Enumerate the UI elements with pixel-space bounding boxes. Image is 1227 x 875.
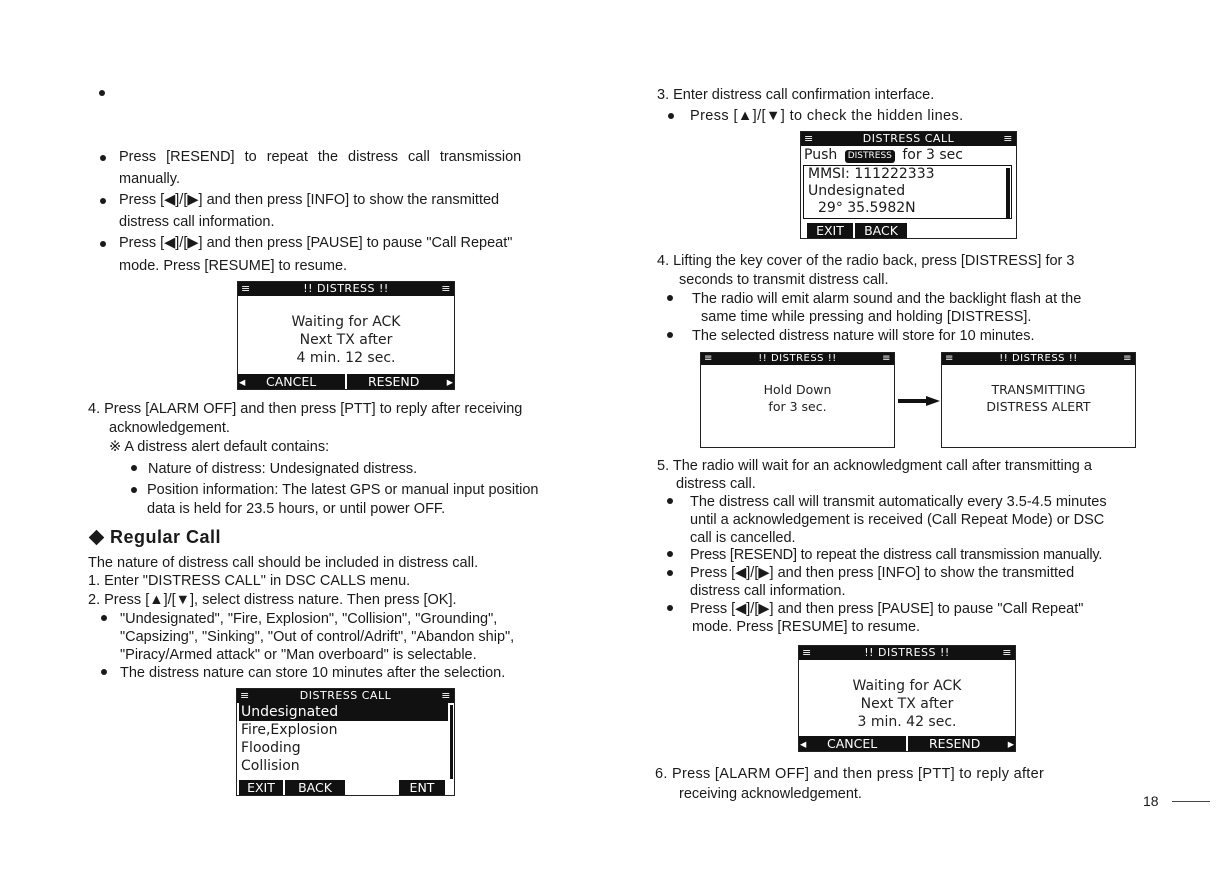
text-line: The distress call will transmit automatically every 3.5-4.5 minutes [690,494,1107,510]
lcd-header [942,353,1135,365]
lcd-header-title: !! DISTRESS !! [758,353,837,364]
for-label: for 3 sec [902,147,963,163]
stray-bullet [99,90,105,96]
text-line: Press [RESEND] to repeat the distress call transmission manually. [690,547,1103,563]
text-line: acknowledgement. [109,420,230,436]
text-line: Nature of distress: Undesignated distress. [148,461,418,477]
lcd-line: TRANSMITTING [991,382,1086,397]
lcd-header-title: !! DISTRESS !! [303,282,389,295]
text-line: 1. Enter "DISTRESS CALL" in DSC CALLS menu. [88,573,411,589]
lcd-waiting-ack [237,281,455,390]
text-line: Press [▲]/[▼] to check the hidden lines. [690,108,964,124]
text-line: call is cancelled. [690,530,796,546]
lcd-header [799,646,1015,660]
text-line: manually. [119,171,180,187]
bullet [101,615,107,621]
list-item[interactable]: Collision [241,758,300,774]
lcd-hold-down [700,352,895,448]
text-line: 4. Press [ALARM OFF] and then press [PTT] to reply after receiving [88,401,523,417]
bullet [100,198,106,204]
lcd-line: Waiting for ACK [291,314,401,330]
cancel-softkey[interactable]: CANCEL [827,736,878,751]
menu-icon: ≡ [441,689,451,702]
position-value: 29° 35.5982N [818,200,916,216]
nature-value: Undesignated [808,183,906,199]
section-title: Regular Call [110,527,222,547]
lcd-header [701,353,894,365]
text-line: "Undesignated", "Fire, Explosion", "Collision", "Grounding", [120,611,498,627]
resend-softkey[interactable]: RESEND [929,736,981,751]
text-line: Press [◀]/[▶] and then press [PAUSE] to pause "Call Repeat" [690,601,1084,617]
lcd-line: Hold Down [763,382,832,397]
bullet [668,113,674,119]
lcd-distress-list [236,688,455,796]
menu-icon: ≡ [1003,132,1013,145]
resend-softkey[interactable]: RESEND [368,374,420,389]
text-line: mode. Press [RESUME] to resume. [119,258,348,274]
push-label: Push [804,147,838,163]
text-line: ※ A distress alert default contains: [109,439,330,455]
page-rule [1172,801,1210,802]
lcd-line: DISTRESS ALERT [986,399,1091,414]
menu-icon: ≡ [1002,646,1012,659]
text-line: distress call. [676,476,756,492]
bullet [100,155,106,161]
menu-icon: ≡ [802,646,812,659]
cancel-softkey[interactable]: CANCEL [266,374,317,389]
text-line: "Capsizing", "Sinking", "Out of control/Adrift", "Abandon ship", [120,629,515,645]
text-line: 4. Lifting the key cover of the radio back, press [DISTRESS] for 3 [657,253,1075,269]
text-line: Press [◀]/[▶] and then press [PAUSE] to pause "Call Repeat" [119,235,513,251]
text-line: mode. Press [RESUME] to resume. [692,619,921,635]
text-line: The nature of distress call should be included in distress call. [88,555,479,571]
back-softkey[interactable]: BACK [285,780,345,795]
menu-icon: ≡ [241,282,251,295]
text-line: The radio will emit alarm sound and the backlight flash at the [692,291,1082,307]
list-item[interactable]: Fire,Explosion [241,722,338,738]
bullet [667,551,673,557]
diamond-icon [89,530,105,546]
menu-icon: ≡ [945,353,954,364]
bullet [667,498,673,504]
bullet [131,465,137,471]
bullet [667,570,673,576]
text-line: distress call information. [690,583,846,599]
lcd-line: for 3 sec. [768,399,827,414]
menu-icon: ≡ [882,353,891,364]
text-line: until a acknowledgement is received (Call Repeat Mode) or DSC [690,512,1105,528]
lcd-header-title: DISTRESS CALL [299,689,392,702]
text-line: 2. Press [▲]/[▼], select distress nature. Then press [OK]. [88,592,457,608]
text-line: same time while pressing and holding [DISTRESS]. [701,309,1032,325]
page-number: 18 [1143,793,1159,809]
arrow-right-icon [898,399,940,403]
bullet [101,669,107,675]
arrow-right-icon: ▸ [446,374,453,389]
lcd-distress-confirm [800,131,1017,239]
exit-softkey[interactable]: EXIT [807,223,853,238]
lcd-header [801,132,1016,146]
bullet [131,487,137,493]
bullet [667,295,673,301]
lcd-line: Next TX after [299,332,393,348]
bullet [100,241,106,247]
menu-icon: ≡ [240,689,250,702]
lcd-transmitting [941,352,1136,448]
text-line: The selected distress nature will store for 10 minutes. [692,328,1035,344]
list-item[interactable]: Undesignated [239,703,448,721]
back-softkey[interactable]: BACK [855,223,907,238]
lcd-header-title: !! DISTRESS !! [999,353,1078,364]
text-line: 5. The radio will wait for an acknowledgment call after transmitting a [657,458,1092,474]
lcd-softkeys [799,736,1015,751]
ent-softkey[interactable]: ENT [399,780,445,795]
exit-softkey[interactable]: EXIT [239,780,283,795]
scrollbar[interactable] [1006,168,1010,218]
text-line: Press [◀]/[▶] and then press [INFO] to show the ransmitted [119,192,500,208]
text-line: seconds to transmit distress call. [679,272,889,288]
menu-icon: ≡ [1123,353,1132,364]
lcd-waiting-ack [798,645,1016,752]
bullet [667,332,673,338]
list-item[interactable]: Flooding [241,740,301,756]
arrow-right-icon: ▸ [1007,736,1014,751]
text-line: 6. Press [ALARM OFF] and then press [PTT] to reply after [655,766,1045,782]
lcd-line: 4 min. 12 sec. [296,350,396,366]
text-line: receiving acknowledgement. [679,786,862,802]
lcd-line: Next TX after [860,696,954,712]
text-line: Press [◀]/[▶] and then press [INFO] to show the transmitted [690,565,1075,581]
menu-icon: ≡ [441,282,451,295]
bullet [667,605,673,611]
text-line: 3. Enter distress call confirmation interface. [657,87,935,103]
lcd-header-title: !! DISTRESS !! [864,646,950,659]
text-line: "Piracy/Armed attack" or "Man overboard" is selectable. [120,647,477,663]
text-line: The distress nature can store 10 minutes after the selection. [120,665,506,681]
arrow-left-icon: ◂ [239,374,246,389]
distress-key-badge: DISTRESS [845,150,895,163]
lcd-softkeys [237,780,454,795]
text-line: Press [RESEND] to repeat the distress call transmission [119,149,522,165]
lcd-header [238,282,454,296]
lcd-softkeys [801,223,1016,238]
menu-icon: ≡ [704,353,713,364]
menu-icon: ≡ [804,132,814,145]
lcd-header-title: DISTRESS CALL [862,132,955,145]
mmsi-value: MMSI: 111222333 [808,166,935,182]
lcd-line: Waiting for ACK [852,678,962,694]
lcd-line: 3 min. 42 sec. [857,714,957,730]
text-line: Position information: The latest GPS or manual input position [147,482,539,498]
text-line: distress call information. [119,214,275,230]
text-line: data is held for 23.5 hours, or until power OFF. [147,501,446,517]
arrow-left-icon: ◂ [800,736,807,751]
scrollbar[interactable] [450,705,453,779]
lcd-softkeys [238,374,454,389]
lcd-header [237,689,454,703]
